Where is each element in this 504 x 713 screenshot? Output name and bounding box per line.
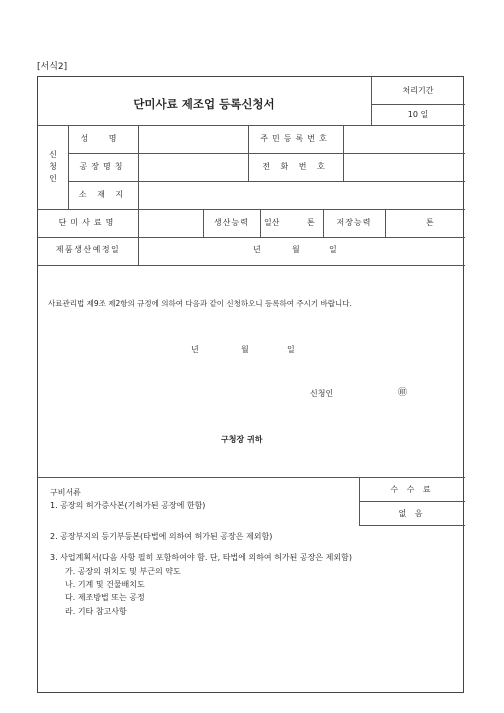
recipient-label: 구청장 귀하 <box>221 435 263 444</box>
factory-name-label: 공장명칭 <box>79 162 127 171</box>
required-docs-header: 구비서류 <box>50 488 81 497</box>
doc-sub-na: 나. 기계 및 건물배치도 <box>65 580 145 589</box>
processing-period-label: 처리기간 <box>402 86 434 95</box>
storage-ton-unit: 톤 <box>426 218 434 227</box>
schedule-day: 일 <box>329 245 337 254</box>
feed-name-label: 단미사료명 <box>58 218 118 227</box>
doc-item-2: 2. 공장부지의 등기부등본(타법에 의하여 허가된 공장은 제외함) <box>50 532 273 541</box>
phone-field[interactable] <box>344 154 464 181</box>
application-statement: 사료관리법 제9조 제2항의 규정에 의하여 다음과 같이 신청하오니 등록하여 주시기 바랍니다. <box>48 299 352 308</box>
feed-name-field[interactable] <box>139 210 202 237</box>
seal-mark: ㊞ <box>398 388 408 398</box>
resident-number-label: 주민등록번호 <box>260 134 331 143</box>
daily-production-unit: 일산 <box>264 218 280 227</box>
storage-capacity-label: 저장능력 <box>336 218 372 227</box>
resident-number-field[interactable] <box>344 126 464 153</box>
doc-sub-da: 다. 제조방법 또는 공정 <box>65 593 145 602</box>
row-line-4 <box>38 237 465 238</box>
processing-divider <box>371 104 465 105</box>
row-line-5 <box>38 265 465 266</box>
doc-item-1: 1. 공장의 허가증사본(기허가된 공장에 한함) <box>50 501 206 510</box>
fee-label: 수 수 료 <box>390 485 434 494</box>
factory-name-field[interactable] <box>139 154 247 181</box>
row-line-3 <box>38 209 465 210</box>
fee-inner-line <box>359 501 465 502</box>
body-date-year: 년 <box>191 345 199 354</box>
form-code: [서식2] <box>37 62 68 72</box>
signer-label: 신청인 <box>310 389 334 398</box>
body-bottom-line <box>38 477 465 478</box>
production-date-label: 제품생산예정일 <box>55 245 121 254</box>
fee-bottom-line <box>359 525 465 526</box>
form-title: 단미사료 제조업 등록신청서 <box>133 97 275 111</box>
production-capacity-label: 생산능력 <box>214 218 249 227</box>
product-divider-3 <box>260 209 261 237</box>
body-date-month: 월 <box>241 345 249 354</box>
name-label: 성 명 <box>80 134 126 143</box>
processing-period-value: 10 일 <box>407 110 429 119</box>
body-date-day: 일 <box>287 345 295 354</box>
schedule-year: 년 <box>253 245 261 254</box>
fee-value: 없 음 <box>398 509 426 518</box>
doc-sub-ra: 라. 기타 참고사항 <box>65 607 127 616</box>
doc-sub-ga: 가. 공장의 위치도 및 부근의 약도 <box>65 567 181 576</box>
doc-item-3: 3. 사업계획서(다음 사항 필히 포함하여야 함. 단, 타법에 의하여 허가된 공장은 제외함) <box>50 553 352 562</box>
name-field[interactable] <box>139 126 247 153</box>
product-divider-5 <box>385 209 386 237</box>
application-form <box>37 76 464 693</box>
applicant-section-label: 신청인 <box>49 150 57 183</box>
production-ton-unit: 톤 <box>307 218 315 227</box>
address-label: 소 재 지 <box>78 190 128 199</box>
schedule-month: 월 <box>292 245 300 254</box>
address-field[interactable] <box>139 182 464 209</box>
phone-label: 전 화 번 호 <box>262 162 329 171</box>
